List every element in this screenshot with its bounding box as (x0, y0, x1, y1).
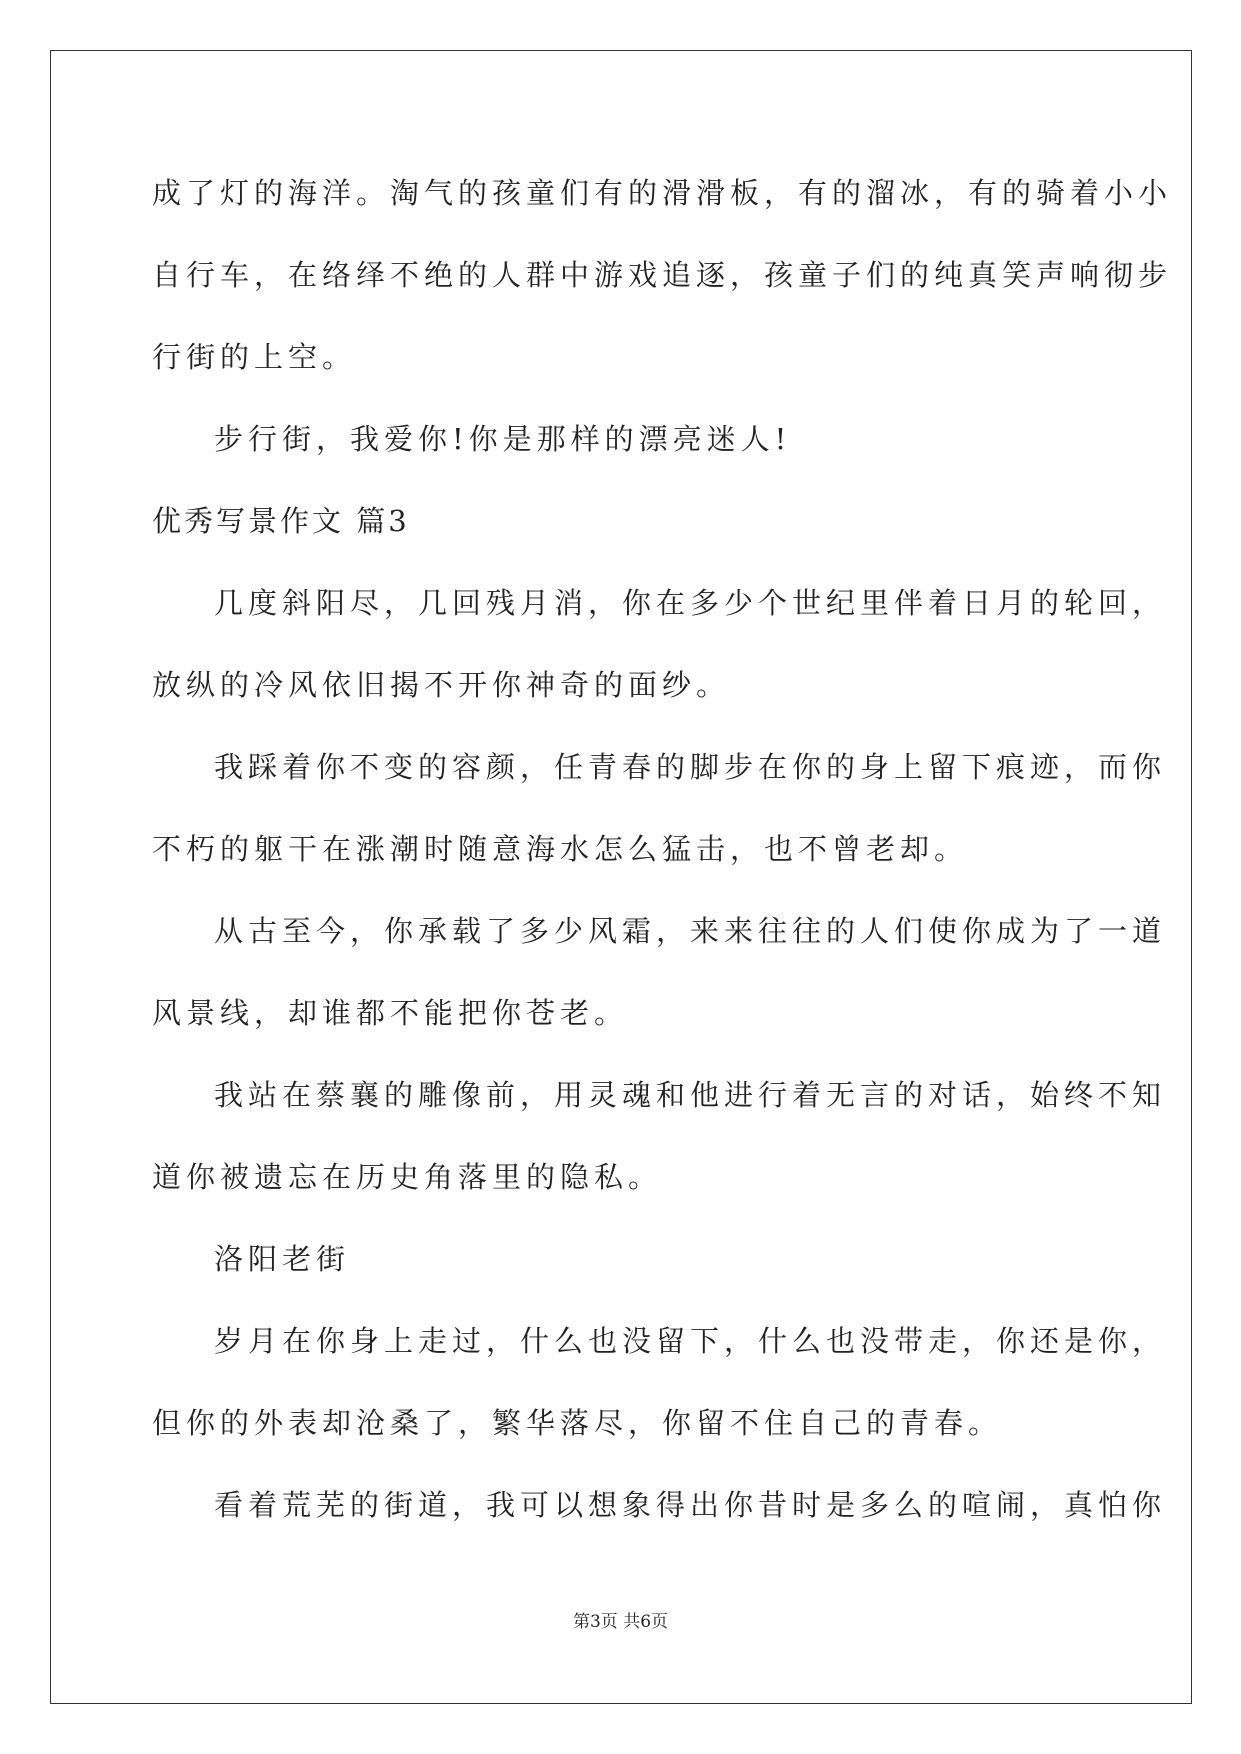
text-line-4: 步行街，我爱你!你是那样的漂亮迷人! (214, 422, 792, 456)
text-line-17: 看着荒芜的街道，我可以想象得出你昔时是多么的喧闹，真怕你 (214, 1488, 1167, 1522)
text-line-9: 不朽的躯干在涨潮时随意海水怎么猛击，也不曾老却。 (152, 832, 969, 866)
text-line-7: 放纵的冷风依旧揭不开你神奇的面纱。 (152, 668, 731, 702)
document-body (152, 152, 1173, 1546)
text-line-13: 道你被遗忘在历史角落里的隐私。 (152, 1160, 663, 1194)
text-line-1: 成了灯的海洋。淘气的孩童们有的滑滑板，有的溜冰，有的骑着小小 (152, 176, 1173, 210)
text-line-12: 我站在蔡襄的雕像前，用灵魂和他进行着无言的对话，始终不知 (214, 1078, 1167, 1112)
text-line-6: 几度斜阳尽，几回残月消，你在多少个世纪里伴着日月的轮回， (214, 586, 1167, 620)
text-line-11: 风景线，却谁都不能把你苍老。 (152, 996, 629, 1030)
text-line-8: 我踩着你不变的容颜，任青春的脚步在你的身上留下痕迹，而你 (214, 750, 1167, 784)
text-line-3: 行街的上空。 (152, 340, 357, 374)
text-line-10: 从古至今，你承载了多少风霜，来来往往的人们使你成为了一道 (214, 914, 1167, 948)
text-line-2: 自行车，在络绎不绝的人群中游戏追逐，孩童子们的纯真笑声响彻步 (152, 258, 1173, 292)
page-number-footer: 第3页 共6页 (572, 1612, 669, 1632)
text-line-15: 岁月在你身上走过，什么也没留下，什么也没带走，你还是你， (214, 1324, 1167, 1358)
subheading-luoyang-street: 洛阳老街 (214, 1242, 351, 1276)
text-line-16: 但你的外表却沧桑了，繁华落尽，你留不住自己的青春。 (152, 1406, 1003, 1440)
section-heading: 优秀写景作文 篇3 (152, 504, 410, 538)
